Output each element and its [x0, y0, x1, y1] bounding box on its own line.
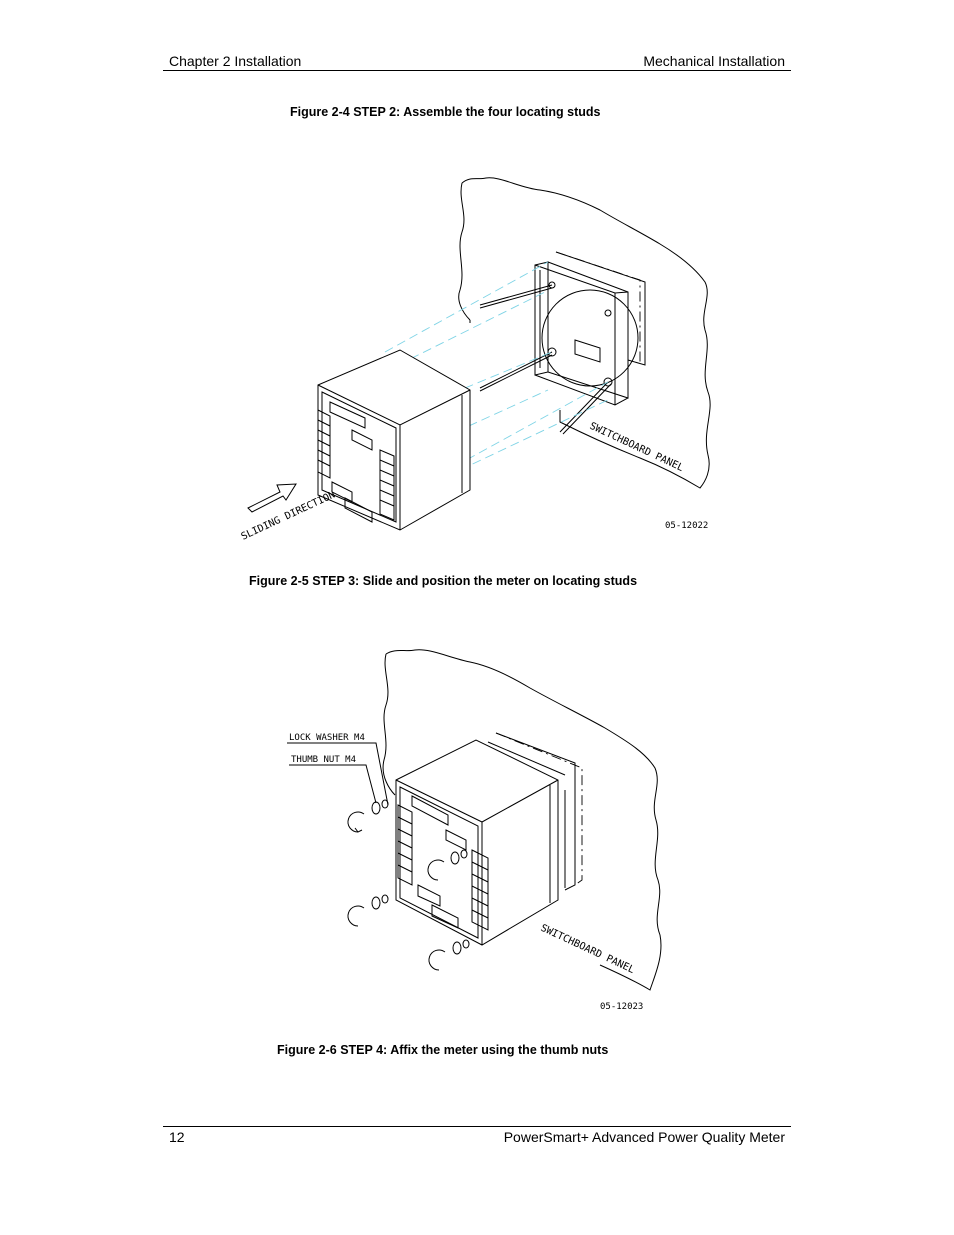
section-title: Mechanical Installation [643, 53, 785, 69]
thumb-nut-label: THUMB NUT M4 [291, 755, 357, 765]
thumb-nut-bottom-left [348, 895, 388, 926]
figure-2-4-caption: Figure 2-4 STEP 2: Assemble the four locating studs [290, 105, 601, 119]
drawing-ref-1: 05-12022 [665, 521, 709, 531]
switchboard-panel-label-1: SWITCHBOARD PANEL [587, 420, 686, 474]
thumb-nut-top-left [348, 800, 388, 832]
figure-2-6-caption: Figure 2-6 STEP 4: Affix the meter using the thumb nuts [277, 1043, 609, 1057]
page-number: 12 [169, 1129, 185, 1145]
thumb-nut-bottom-right [429, 940, 469, 970]
switchboard-panel-label-2: SWITCHBOARD PANEL [538, 922, 637, 976]
lock-washer-label: LOCK WASHER M4 [289, 733, 365, 743]
chapter-title: Chapter 2 Installation [169, 53, 302, 69]
document-title: PowerSmart+ Advanced Power Quality Meter [503, 1129, 785, 1145]
figure-2-5-caption: Figure 2-5 STEP 3: Slide and position the meter on locating studs [249, 574, 638, 588]
sliding-direction-label: SLIDING DIRECTION [239, 489, 338, 543]
page-footer [163, 1126, 791, 1149]
drawing-ref-2: 05-12023 [600, 1002, 644, 1012]
